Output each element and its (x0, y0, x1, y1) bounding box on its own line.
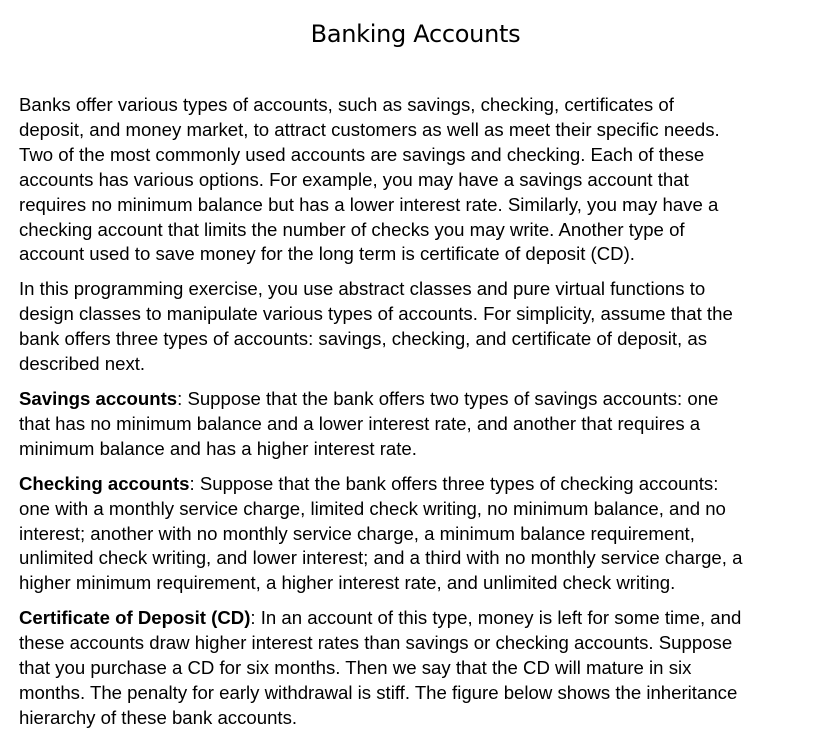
text-line: design classes to manipulate various types of accounts. For simplicity, assume that the (19, 303, 733, 325)
text-line: unlimited check writing, and lower interest; and a third with no monthly service charge, a (19, 547, 743, 569)
text-line (19, 606, 809, 631)
checking-paragraph (19, 472, 809, 597)
text-fragment: : In an account of this type, money is left for some time, and (250, 607, 742, 629)
text-line (19, 472, 809, 497)
text-line: that you purchase a CD for six months. Then we say that the CD will mature in six (19, 657, 692, 679)
document-body (19, 93, 809, 741)
checking-heading: Checking accounts (19, 472, 190, 494)
text-line: requires no minimum balance but has a lower interest rate. Similarly, you may have a (19, 193, 719, 215)
savings-heading: Savings accounts (19, 387, 178, 409)
savings-paragraph (19, 387, 809, 462)
text-line: higher minimum requirement, a higher interest rate, and unlimited check writing. (19, 572, 676, 594)
text-line: described next. (19, 353, 146, 375)
text-line: interest; another with no monthly service charge, a minimum balance requirement, (19, 522, 695, 544)
text-line: these accounts draw higher interest rates than savings or checking accounts. Suppose (19, 632, 733, 654)
text-line: bank offers three types of accounts: savings, checking, and certificate of deposit, as (19, 328, 708, 350)
text-line: account used to save money for the long term is certificate of deposit (CD). (19, 243, 635, 265)
page-title: Banking Accounts (310, 20, 521, 48)
text-line: In this programming exercise, you use abstract classes and pure virtual functions to (19, 278, 706, 300)
text-line: deposit, and money market, to attract customers as well as meet their specific needs. (19, 118, 720, 140)
text-line: months. The penalty for early withdrawal is stiff. The figure below shows the inheritance (19, 681, 738, 703)
cd-heading: Certificate of Deposit (CD) (19, 607, 251, 629)
text-line: checking account that limits the number of checks you may write. Another type of (19, 218, 685, 240)
intro-paragraph (19, 93, 809, 267)
text-line: that has no minimum balance and a lower interest rate, and another that requires a (19, 412, 701, 434)
text-line (19, 387, 809, 412)
exercise-paragraph (19, 277, 809, 377)
text-line: Banks offer various types of accounts, such as savings, checking, certificates of (19, 94, 674, 115)
text-fragment: : Suppose that the bank offers two types of savings accounts: one (177, 387, 719, 409)
cd-paragraph (19, 606, 809, 731)
text-line: Two of the most commonly used accounts are savings and checking. Each of these (19, 143, 705, 165)
text-line: accounts has various options. For example, you may have a savings account that (19, 168, 689, 190)
text-line: minimum balance and has a higher interest rate. (19, 437, 417, 459)
text-line: one with a monthly service charge, limited check writing, no minimum balance, and no (19, 497, 726, 519)
text-line: hierarchy of these bank accounts. (19, 706, 298, 728)
text-fragment: : Suppose that the bank offers three types of checking accounts: (189, 472, 719, 494)
